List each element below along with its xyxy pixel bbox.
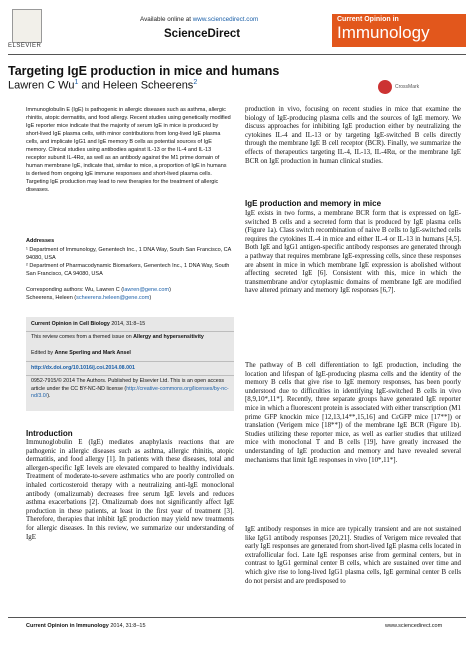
edited-prefix: Edited by: [31, 350, 55, 356]
info-divider: [26, 375, 234, 376]
author-line: [8, 79, 197, 92]
corr-2-suffix: ): [149, 295, 152, 301]
introduction-text: Immunoglobulin E (IgE) mediates anaphylaxis reactions that are pathogenic in allergic diseases such as asthma, allergic rhinitis, atopic dermatitis, and food allergy [1]. In patients with these diseases, total and allergen-specific IgE levels are elevated compared to healthy individuals. Treatment of moderate-to-severe asthmatics who are poorly controlled on inhaled corticosteroid therapy with a neutralizing anti-IgE monoclonal antibody (omalizumab) decreases free serum IgE levels and reduces asthma exacerbations [2]. Omalizumab does not significantly affect IgE production in these patients, at least in the first year of treatment [3]. Therefore, therapies that inhibit IgE production may yield new treatments for allergic diseases. In this review, we summarize our understanding of IgE: [26, 439, 234, 541]
license-suffix: ).: [47, 393, 51, 399]
corresponding-author-1: [26, 286, 236, 294]
elsevier-wordmark: ELSEVIER: [8, 43, 42, 49]
corr-2-prefix: Scheerens, Heleen (: [26, 295, 77, 301]
corr-1-suffix: ): [169, 287, 171, 293]
journal-name-large: Immunology: [337, 23, 430, 42]
email-link-wu[interactable]: lawren@gene.com: [123, 287, 170, 293]
abstract: Immunoglobulin E (IgE) is pathogenic in allergic diseases such as asthma, allergic rhinitis, atopic dermatitis, and food allergy. Recent studies using genetically modified IgE reporter mice indicate that the majority of serum IgE in mice is produced by short-lived IgE plasma cells, with minor contributions from long-lived IgE plasma cells, and implicate IgG1 and IgE memory B cells as potential sources of IgE memory. Clinical studies using antibodies against IL-13 or the IL-4 and IL-13 receptor subunit IL-4Rα, as well as an antibody against the M1 prime domain of human membrane IgE, indicate that, similar to mice, a proportion of IgE in humans is derived from ongoing IgE immune responses and short-lived plasma cells. Targeting IgE production may lead to new therapies for the treatment of allergic diseases.: [26, 107, 231, 193]
themed-issue-line: [31, 334, 230, 342]
citation-journal: Current Opinion in Cell Biology: [31, 321, 110, 327]
section-heading-ige-memory: IgE production and memory in mice: [245, 199, 382, 208]
journal-name-small: Current Opinion in: [337, 16, 399, 23]
crossmark-icon[interactable]: [378, 80, 392, 94]
body-paragraph-3: The pathway of B cell differentiation to IgE production, including the location and lifespan of IgE-producing plasma cells and the identity of the memory B cells that give rise to IgE memory responses, has been poorly understood due to difficulties in identifying IgE-switched B cells in vivo [8,9,10*,11*]. Recently, three separate groups have generated IgE reporter mice in which a fluorescent protein is associated with either transcription (M1 prime GFP knockin mice [12,13,14**,15,16] and CεGFP mice [17**]) or translation (Verigem mice [18**]) of the membrane IgE BCR (Figure 1b). Studies utilizing these reporter mice, as well as earlier studies that utilized mice with monoclonal T and B cells [19], have greatly increased the understanding of IgE production and memory and have revealed several mechanisms that limit IgE responses in vivo [10*,11*].: [245, 362, 461, 464]
corr-1-prefix: Corresponding authors: Wu, Lawren C (: [26, 287, 124, 293]
footer-citation: [26, 623, 146, 629]
article-title: Targeting IgE production in mice and humans: [8, 64, 280, 78]
header-divider: [8, 54, 466, 55]
edited-by-line: [31, 350, 230, 358]
theme-name: Allergy and hypersensitivity: [133, 334, 204, 340]
corresponding-authors: [26, 286, 236, 302]
author-2: and Heleen Scheerens: [78, 79, 194, 92]
license-text: [31, 378, 230, 401]
footer-journal: Current Opinion in Immunology: [26, 623, 109, 629]
doi-link[interactable]: http://dx.doi.org/10.1016/j.coi.2014.08.001: [31, 365, 135, 371]
address-2: ² Department of Pharmacodynamic Biomarkers, Genentech Inc., 1 DNA Way, South San Francisco, CA 94080, USA: [26, 263, 230, 277]
addresses-heading: Addresses: [26, 238, 55, 244]
footer-volume: 2014, 31:8–15: [108, 623, 146, 629]
sciencedirect-title: ScienceDirect: [164, 28, 241, 40]
info-divider: [26, 331, 234, 332]
author-2-affiliation: 2: [193, 79, 198, 86]
sciencedirect-link[interactable]: www.sciencedirect.com: [192, 16, 259, 23]
editors: Anne Sperling and Mark Ansel: [54, 350, 131, 356]
body-paragraph-2: IgE exists in two forms, a membrane BCR form that is expressed on IgE-switched B cells and a secreted form that is produced by IgE plasma cells (Figure 1a). Class switch recombination of naive B cells to IgE-switched cells requires the cytokines IL-4 in mice and either IL-4 or IL-13 in humans [4,5]. Both IgE and IgG1 antigen-specific antibody responses are generated through a pathway that requires membrane IgE-expressing cells, since these responses are absent in mice in which membrane IgE expression is abolished without affecting secreted IgE [6]. Consistent with this, mice in which the transmembrane and/or cytoplasmic domains of membrane IgE are modified have altered primary and memory IgE responses [6,7].: [245, 210, 461, 295]
address-1: ¹ Department of Immunology, Genentech Inc., 1 DNA Way, South San Francisco, CA 94080, USA: [26, 247, 232, 261]
corresponding-author-2: [26, 294, 236, 302]
citation-line: [31, 321, 230, 329]
info-divider: [26, 361, 234, 362]
footer-website[interactable]: www.sciencedirect.com: [385, 623, 443, 629]
author-1-affiliation: 1: [74, 79, 79, 86]
available-online-line: [140, 16, 258, 23]
author-1: Lawren C Wu: [8, 79, 75, 92]
citation-volume: 2014, 31:8–15: [109, 321, 146, 327]
body-paragraph-4: IgE antibody responses in mice are typically transient and are not sustained like IgG1 antibody responses [20,21]. Studies of Verigem mice revealed that early IgE responses are generated from short-lived IgE plasma cells located in extrafollicular foci. Late IgE responses arise from germinal centers, but in contrast to IgG1 germinal center B cells, which are sustained over time and which give rise to long-lived IgG1 plasma cells, IgE germinal center B cells do not persist and are predisposed to: [245, 526, 461, 585]
footer-divider: [8, 617, 466, 618]
elsevier-tree-logo: [12, 9, 42, 43]
license-link[interactable]: http://creative-commons.org/licenses/by-nc-nd/3.0/: [31, 385, 229, 399]
journal-banner: [332, 14, 466, 47]
theme-prefix: This review comes from a themed issue on: [31, 334, 134, 340]
license-issn: 0952-7915/: [31, 378, 58, 384]
article-info-box: [26, 317, 234, 411]
crossmark-label: CrossMark: [395, 84, 420, 90]
introduction-heading: Introduction: [26, 429, 73, 438]
available-prefix: Available online at: [140, 16, 193, 23]
email-link-scheerens[interactable]: scheerens.heleen@gene.com: [76, 295, 150, 301]
license-body: © 2014 The Authors. Published by Elsevier Ltd. This is an open access article under the CC BY-NC-ND license (: [31, 378, 225, 392]
body-paragraph-1: production in vivo, focusing on recent studies in mice that examine the biology of IgE-producing plasma cells and the sources of IgE memory. We discuss approaches for inhibiting IgE production either by neutralizing the cytokines IL-4 and IL-13 or by targeting IgE-switched B cells directly through the membrane IgE B cell receptor (BCR). Finally, we summarize the effects of therapeutics targeting IL-4, IL-13, IL-4Rα, or the membrane IgE BCR on IgE production in human clinical studies.: [245, 106, 461, 165]
